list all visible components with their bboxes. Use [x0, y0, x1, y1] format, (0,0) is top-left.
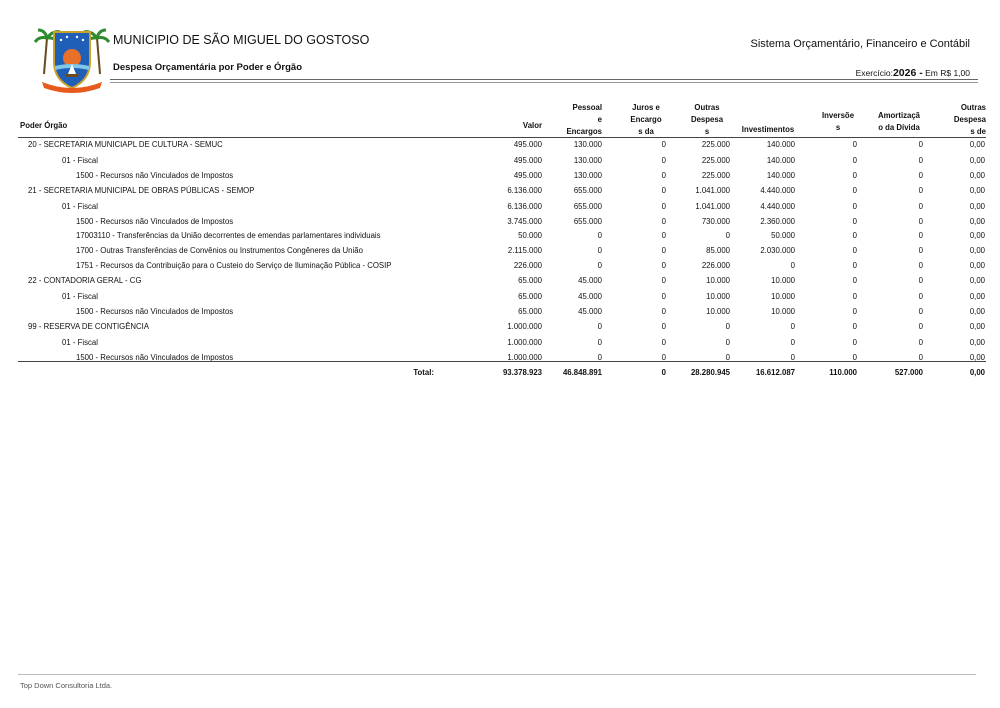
cell-outras-correntes: 730.000 [701, 216, 730, 226]
col-outras-correntes-line: s [704, 127, 710, 136]
total-amortizacao: 527.000 [894, 368, 923, 377]
cell-outras-capital: 0,00 [969, 338, 985, 348]
cell-amortizacao: 0 [918, 202, 923, 212]
cell-investimentos: 2.360.000 [760, 216, 795, 226]
col-inversoes-line: Inversõe [821, 111, 855, 120]
cell-amortizacao: 0 [918, 231, 923, 241]
cell-juros: 0 [661, 353, 666, 362]
exercise-year: 2026 - [892, 67, 923, 79]
table-row [0, 290, 1000, 304]
col-outras-capital-line: Outras [960, 103, 986, 112]
col-pessoal-line: Pessoal [572, 103, 602, 112]
cell-pessoal: 45.000 [578, 306, 602, 316]
cell-outras-correntes: 10.000 [706, 306, 730, 316]
row-label: 99 - RESERVA DE CONTIGÊNCIA [28, 322, 150, 332]
cell-outras-correntes: 0 [725, 338, 730, 348]
cell-juros: 0 [661, 231, 666, 241]
cell-investimentos: 0 [790, 353, 795, 362]
row-label: 17003110 - Transferências da União decorrentes de emendas parlamentares individuais [76, 231, 381, 241]
cell-investimentos: 0 [790, 338, 795, 348]
cell-outras-capital: 0,00 [969, 276, 985, 286]
row-label: 1751 - Recursos da Contribuição para o Custeio do Serviço de Iluminação Pública - COSIP [76, 260, 392, 270]
cell-pessoal: 655.000 [573, 216, 602, 226]
cell-pessoal: 0 [597, 231, 602, 241]
table-row [0, 200, 1000, 214]
total-investimentos: 16.612.087 [755, 368, 795, 377]
cell-outras-capital: 0,00 [969, 246, 985, 255]
cell-amortizacao: 0 [918, 322, 923, 332]
cell-outras-correntes: 0 [725, 231, 730, 241]
cell-valor: 495.000 [513, 140, 542, 149]
cell-inversoes: 0 [852, 170, 857, 180]
cell-outras-capital: 0,00 [969, 140, 985, 149]
col-outras-capital [940, 102, 986, 136]
cell-outras-capital: 0,00 [969, 322, 985, 332]
cell-juros: 0 [661, 292, 666, 302]
cell-juros: 0 [661, 322, 666, 332]
total-outras-correntes: 28.280.945 [690, 368, 730, 377]
cell-valor: 65.000 [518, 292, 542, 302]
cell-amortizacao: 0 [918, 216, 923, 226]
cell-amortizacao: 0 [918, 140, 923, 149]
cell-investimentos: 10.000 [771, 276, 795, 286]
cell-investimentos: 140.000 [766, 170, 795, 180]
currency-label: Em R$ 1,00 [925, 68, 970, 78]
row-label: 1500 - Recursos não Vinculados de Impostos [76, 170, 234, 180]
row-label: 01 - Fiscal [62, 292, 98, 302]
cell-juros: 0 [661, 140, 666, 149]
cell-valor: 3.745.000 [507, 216, 542, 226]
col-juros-line: s da [638, 127, 654, 136]
table-row [0, 305, 1000, 319]
col-inversoes [812, 110, 864, 134]
row-label: 01 - Fiscal [62, 202, 98, 212]
cell-outras-capital: 0,00 [969, 202, 985, 212]
cell-investimentos: 4.440.000 [760, 202, 795, 212]
total-inversoes: 110.000 [829, 368, 857, 377]
cell-pessoal: 0 [597, 353, 602, 362]
total-outras-capital: 0,00 [969, 368, 985, 377]
table-row [0, 229, 1000, 243]
total-label: Total: [413, 368, 434, 377]
cell-pessoal: 0 [597, 246, 602, 255]
cell-outras-capital: 0,00 [969, 306, 985, 316]
total-pessoal: 46.848.891 [562, 368, 602, 377]
cell-pessoal: 655.000 [573, 186, 602, 196]
cell-inversoes: 0 [852, 202, 857, 212]
exercise-info [856, 67, 970, 79]
cell-inversoes: 0 [852, 292, 857, 302]
cell-investimentos: 10.000 [771, 306, 795, 316]
cell-outras-correntes: 10.000 [706, 292, 730, 302]
cell-juros: 0 [661, 216, 666, 226]
cell-inversoes: 0 [852, 322, 857, 332]
col-outras-capital-line: Despesa [953, 115, 986, 124]
cell-amortizacao: 0 [918, 170, 923, 180]
cell-investimentos: 2.030.000 [760, 246, 795, 255]
table-row [0, 244, 1000, 258]
cell-investimentos: 4.440.000 [760, 186, 795, 196]
cell-amortizacao: 0 [918, 306, 923, 316]
header-divider [110, 79, 978, 80]
cell-juros: 0 [661, 260, 666, 270]
cell-outras-correntes: 0 [725, 322, 730, 332]
cell-juros: 0 [661, 306, 666, 316]
cell-outras-capital: 0,00 [969, 353, 985, 362]
cell-outras-capital: 0,00 [969, 216, 985, 226]
row-label: 1500 - Recursos não Vinculados de Impostos [76, 216, 234, 226]
header-divider-secondary [110, 82, 978, 83]
col-outras-correntes-line: Despesa [690, 115, 724, 124]
cell-amortizacao: 0 [918, 338, 923, 348]
total-row [0, 366, 1000, 380]
cell-pessoal: 45.000 [578, 276, 602, 286]
cell-valor: 1.000.000 [507, 322, 542, 332]
cell-pessoal: 0 [597, 322, 602, 332]
cell-inversoes: 0 [852, 260, 857, 270]
cell-inversoes: 0 [852, 216, 857, 226]
cell-inversoes: 0 [852, 246, 857, 255]
cell-amortizacao: 0 [918, 246, 923, 255]
cell-investimentos: 140.000 [766, 156, 795, 165]
cell-outras-capital: 0,00 [969, 170, 985, 180]
col-amortizacao-line: Amortizaçã [877, 111, 921, 120]
cell-pessoal: 655.000 [573, 202, 602, 212]
cell-inversoes: 0 [852, 353, 857, 362]
col-outras-correntes [682, 102, 732, 136]
cell-inversoes: 0 [852, 186, 857, 196]
table-row [0, 138, 1000, 152]
cell-inversoes: 0 [852, 231, 857, 241]
exercise-label: Exercício: [855, 68, 893, 78]
row-label: 20 - SECRETARIA MUNICIAPL DE CULTURA - SEMUC [28, 140, 223, 149]
cell-valor: 1.000.000 [507, 353, 542, 362]
cell-amortizacao: 0 [918, 156, 923, 165]
cell-juros: 0 [661, 246, 666, 255]
table-row [0, 351, 1000, 365]
row-label: 21 - SECRETARIA MUNICIPAL DE OBRAS PÚBLICAS - SEMOP [28, 186, 255, 196]
cell-outras-capital: 0,00 [969, 231, 985, 241]
cell-valor: 65.000 [518, 306, 542, 316]
col-juros-line: Encargo [630, 115, 662, 124]
cell-juros: 0 [661, 186, 666, 196]
cell-investimentos: 0 [790, 322, 795, 332]
table-row [0, 320, 1000, 334]
cell-valor: 65.000 [518, 276, 542, 286]
municipal-coat-of-arms-icon [34, 24, 110, 94]
table-row [0, 215, 1000, 229]
table-row [0, 169, 1000, 183]
col-pessoal-line: e [597, 115, 602, 124]
report-title: Despesa Orçamentária por Poder e Órgão [113, 62, 303, 73]
cell-valor: 1.000.000 [507, 338, 542, 348]
cell-outras-correntes: 226.000 [701, 260, 730, 270]
cell-investimentos: 50.000 [771, 231, 795, 241]
col-outras-correntes-line: Outras [694, 103, 720, 112]
col-poder-orgao: Poder Órgão [20, 121, 68, 130]
cell-inversoes: 0 [852, 306, 857, 316]
cell-outras-correntes: 85.000 [706, 246, 730, 255]
footer-divider [18, 674, 976, 675]
col-pessoal [550, 102, 602, 136]
cell-valor: 226.000 [513, 260, 542, 270]
cell-outras-correntes: 225.000 [701, 170, 730, 180]
total-juros: 0 [661, 368, 666, 377]
cell-juros: 0 [661, 156, 666, 165]
cell-amortizacao: 0 [918, 260, 923, 270]
table-row [0, 184, 1000, 198]
cell-inversoes: 0 [852, 276, 857, 286]
cell-pessoal: 130.000 [573, 156, 602, 165]
col-investimentos: Investimentos [741, 125, 795, 134]
table-row [0, 154, 1000, 168]
row-label: 01 - Fiscal [62, 338, 98, 348]
cell-pessoal: 45.000 [578, 292, 602, 302]
cell-inversoes: 0 [852, 338, 857, 348]
cell-investimentos: 10.000 [771, 292, 795, 302]
cell-outras-capital: 0,00 [969, 186, 985, 196]
cell-outras-correntes: 0 [725, 353, 730, 362]
cell-valor: 50.000 [518, 231, 542, 241]
col-juros-line: Juros e [632, 103, 660, 112]
cell-amortizacao: 0 [918, 353, 923, 362]
cell-outras-correntes: 1.041.000 [695, 202, 730, 212]
col-amortizacao-line: o da Dívida [878, 123, 920, 132]
cell-valor: 6.136.000 [507, 186, 542, 196]
cell-inversoes: 0 [852, 140, 857, 149]
cell-investimentos: 140.000 [766, 140, 795, 149]
row-label: 1500 - Recursos não Vinculados de Impostos [76, 353, 234, 362]
cell-outras-capital: 0,00 [969, 156, 985, 165]
cell-amortizacao: 0 [918, 276, 923, 286]
cell-pessoal: 130.000 [573, 140, 602, 149]
cell-pessoal: 0 [597, 338, 602, 348]
cell-outras-capital: 0,00 [969, 292, 985, 302]
cell-juros: 0 [661, 170, 666, 180]
row-label: 1500 - Recursos não Vinculados de Impostos [76, 306, 234, 316]
col-inversoes-line: s [835, 123, 841, 132]
cell-amortizacao: 0 [918, 186, 923, 196]
col-pessoal-line: Encargos [566, 127, 602, 136]
total-valor: 93.378.923 [502, 368, 542, 377]
total-divider [18, 361, 986, 362]
cell-pessoal: 130.000 [573, 170, 602, 180]
cell-outras-correntes: 1.041.000 [695, 186, 730, 196]
cell-amortizacao: 0 [918, 292, 923, 302]
row-label: 01 - Fiscal [62, 156, 98, 165]
row-label: 22 - CONTADORIA GERAL - CG [28, 276, 142, 286]
system-name: Sistema Orçamentário, Financeiro e Contábil [750, 38, 970, 50]
cell-valor: 495.000 [513, 156, 542, 165]
col-amortizacao [866, 110, 932, 134]
cell-juros: 0 [661, 202, 666, 212]
cell-valor: 2.115.000 [507, 246, 542, 255]
cell-inversoes: 0 [852, 156, 857, 165]
cell-outras-correntes: 225.000 [701, 140, 730, 149]
cell-outras-correntes: 10.000 [706, 276, 730, 286]
municipality-name: MUNICIPIO DE SÃO MIGUEL DO GOSTOSO [113, 33, 370, 47]
table-row [0, 336, 1000, 350]
cell-valor: 495.000 [513, 170, 542, 180]
table-row [0, 274, 1000, 288]
cell-investimentos: 0 [790, 260, 795, 270]
col-juros [618, 102, 674, 136]
cell-outras-correntes: 225.000 [701, 156, 730, 165]
cell-juros: 0 [661, 276, 666, 286]
footer-company: Top Down Consultoria Ltda. [20, 681, 113, 690]
col-outras-capital-line: s de [970, 127, 986, 136]
table-row [0, 259, 1000, 273]
col-valor: Valor [522, 121, 542, 130]
cell-outras-capital: 0,00 [969, 260, 985, 270]
cell-juros: 0 [661, 338, 666, 348]
row-label: 1700 - Outras Transferências de Convênios ou Instrumentos Congêneres da União [76, 246, 363, 255]
cell-pessoal: 0 [597, 260, 602, 270]
cell-valor: 6.136.000 [507, 202, 542, 212]
